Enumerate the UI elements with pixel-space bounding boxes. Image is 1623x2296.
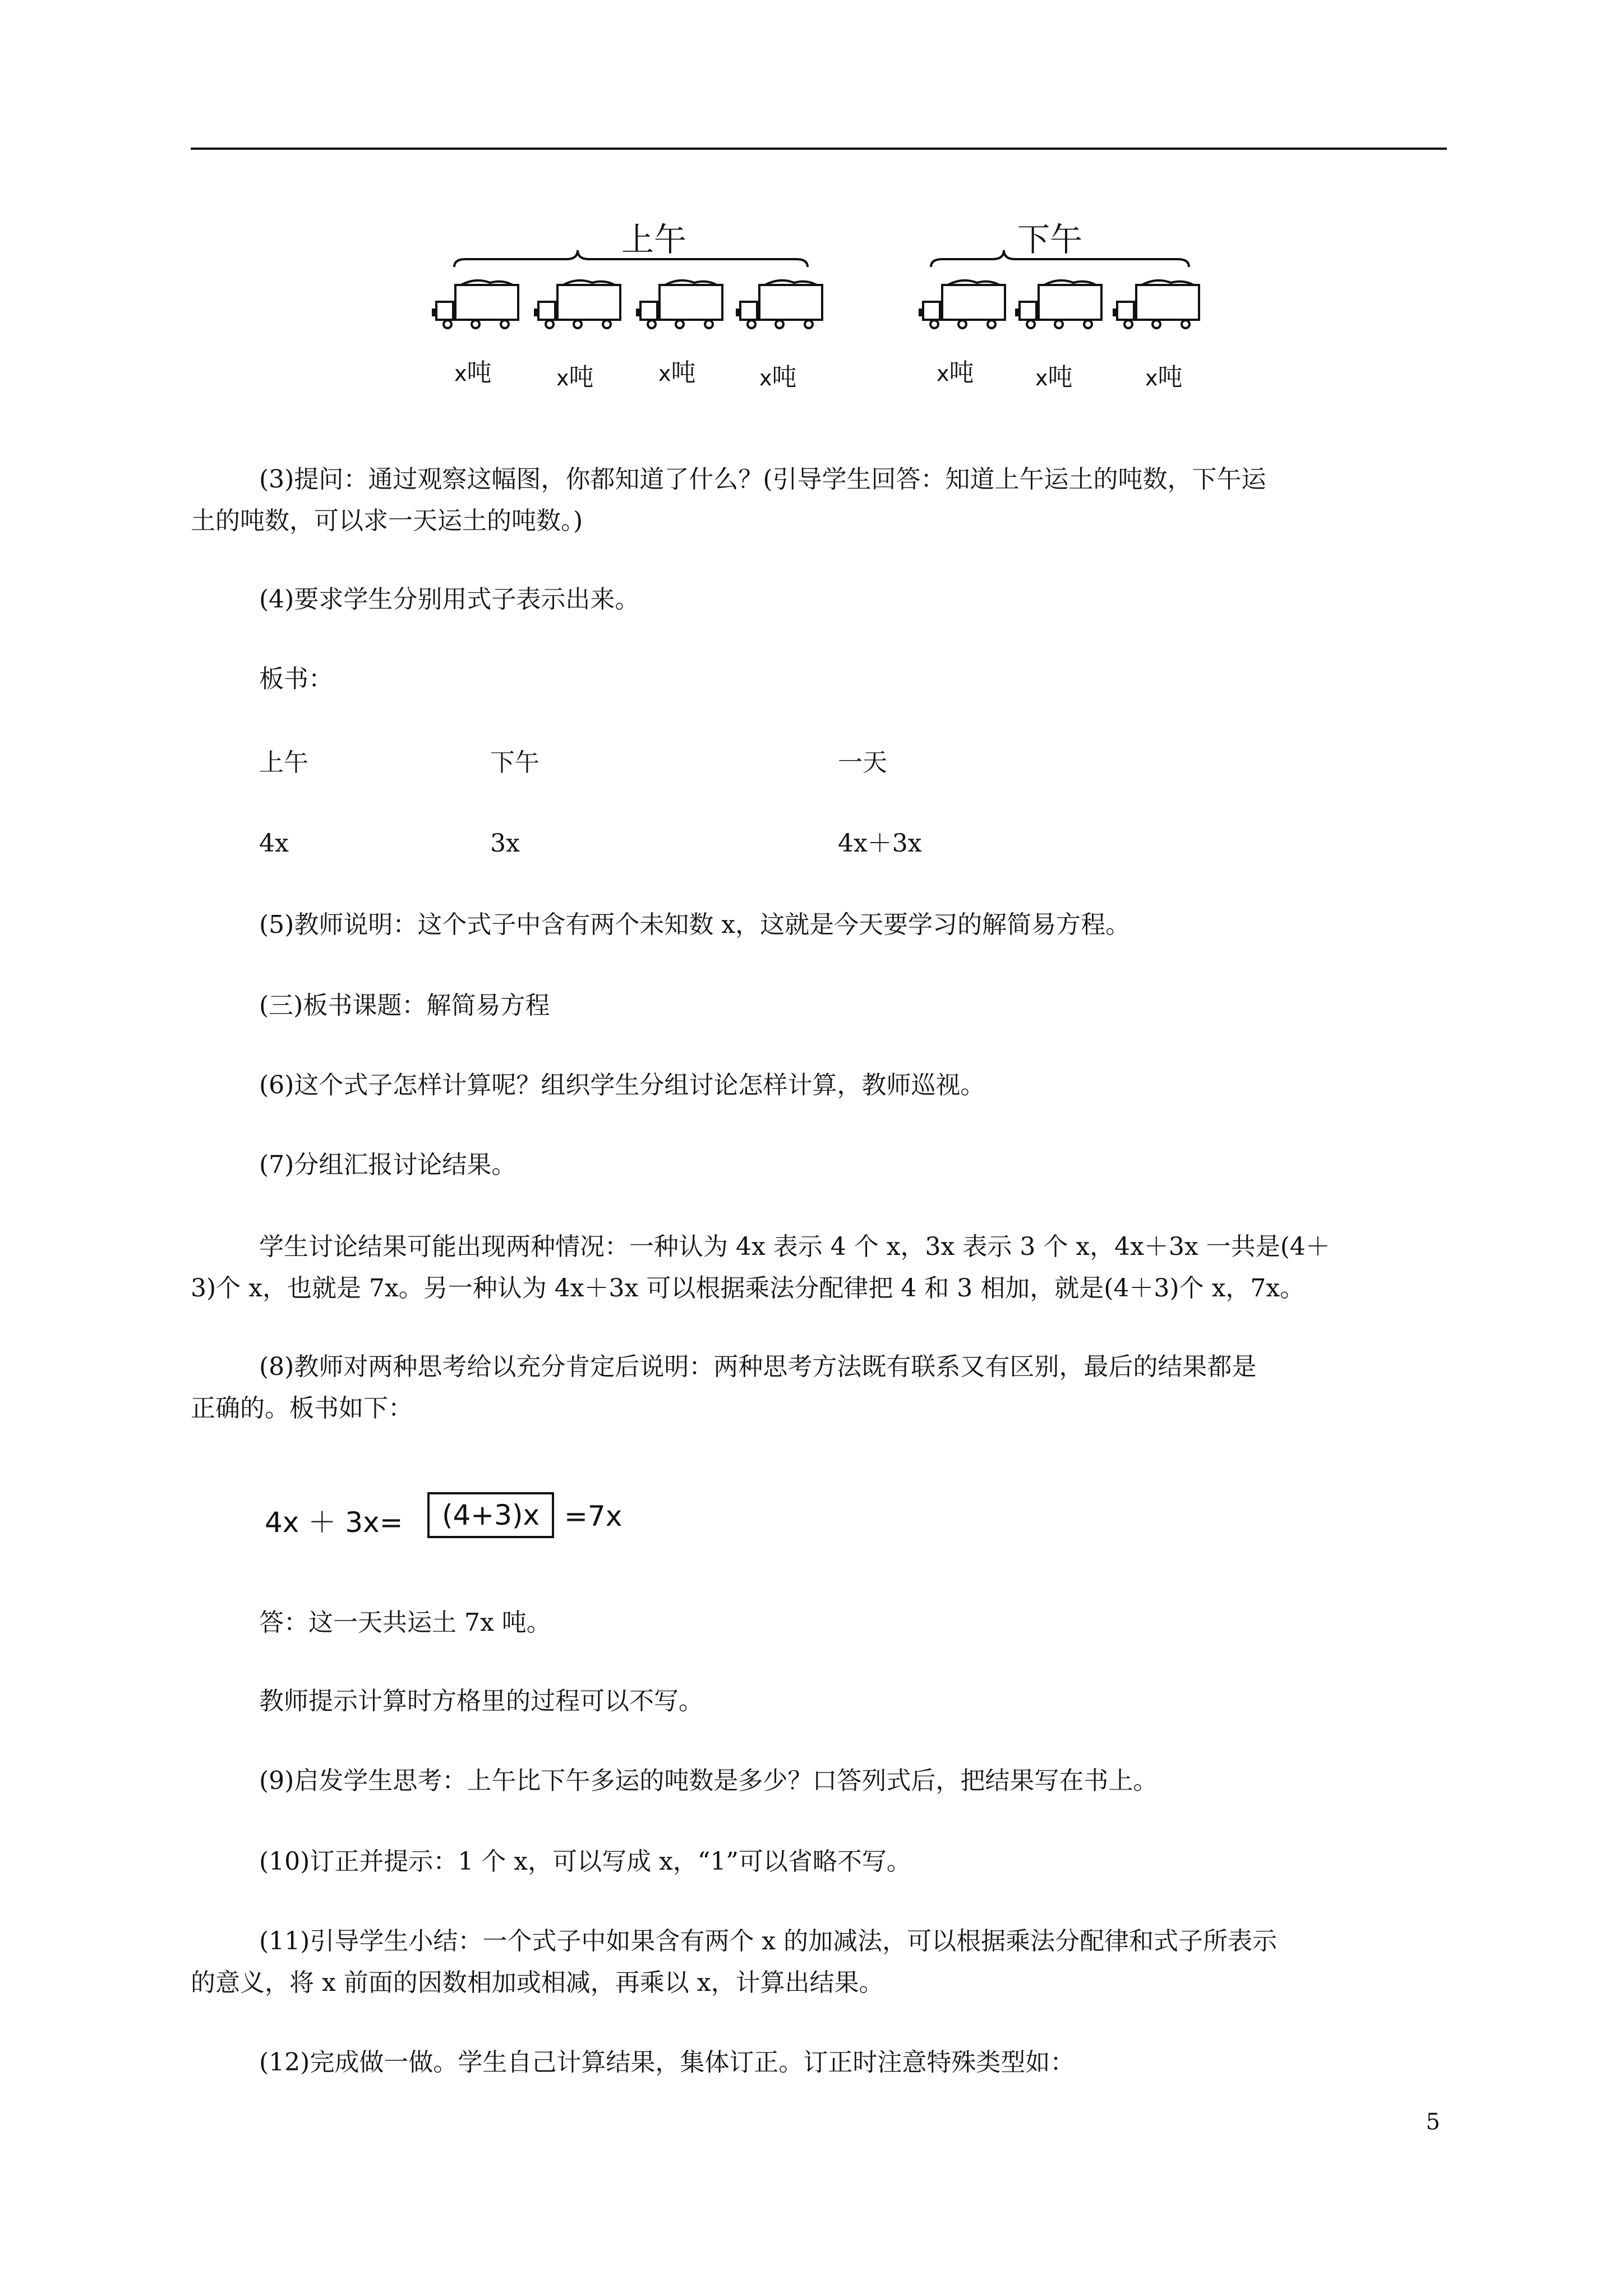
board-value-day: 4x＋3x bbox=[838, 829, 922, 858]
board-value-afternoon: 3x bbox=[490, 829, 520, 858]
paragraph-3: (3)提问：通过观察这幅图，你都知道了什么？(引导学生回答：知道上午运土的吨数，下午运 土的吨数，可以求一天运土的吨数。) bbox=[191, 465, 1266, 535]
truck-icon bbox=[919, 280, 1005, 328]
truck-figure bbox=[426, 213, 1211, 404]
truck-icon bbox=[1015, 280, 1101, 328]
page-number: 5 bbox=[1426, 2109, 1440, 2135]
truck-load-label: x吨 bbox=[759, 363, 797, 392]
paragraph-8: (8)教师对两种思考给以充分肯定后说明：两种思考方法既有联系又有区别，最后的结果都是 正确的。板书如下： bbox=[191, 1352, 1257, 1423]
board-header-day: 一天 bbox=[838, 748, 887, 777]
truck-figure-graphic bbox=[426, 213, 1211, 404]
truck-load-label: x吨 bbox=[556, 363, 594, 392]
paragraph-7: (7)分组汇报讨论结果。 bbox=[259, 1151, 517, 1179]
equation-left: 4x ＋ 3x= bbox=[265, 1506, 403, 1539]
truck-load-label: x吨 bbox=[1035, 363, 1073, 392]
afternoon-label: 下午 bbox=[1017, 220, 1083, 259]
header-rule bbox=[191, 148, 1447, 150]
paragraph-11: (11)引导学生小结：一个式子中如果含有两个 x 的加减法，可以根据乘法分配律和式子所表示 的意义，将 x 前面的因数相加或相减，再乘以 x，计算出结果。 bbox=[191, 1927, 1278, 1997]
paragraph-4: (4)要求学生分别用式子表示出来。 bbox=[259, 585, 640, 614]
paragraph-5: (5)教师说明：这个式子中含有两个未知数 x，这就是今天要学习的解简易方程。 bbox=[259, 910, 1131, 939]
truck-icon bbox=[636, 280, 722, 328]
truck-icon bbox=[1113, 280, 1199, 328]
truck-icon bbox=[736, 280, 822, 328]
paragraph-10: (10)订正并提示：1 个 x，可以写成 x，“1”可以省略不写。 bbox=[259, 1847, 911, 1876]
section-3-heading: (三)板书课题：解简易方程 bbox=[259, 991, 550, 1020]
board-label: 板书： bbox=[259, 665, 333, 693]
truck-load-label: x吨 bbox=[1145, 363, 1183, 392]
discussion-paragraph: 学生讨论结果可能出现两种情况：一种认为 4x 表示 4 个 x，3x 表示 3 个 x，4x＋3x 一共是(4＋ 3)个 x，也就是 7x。另一种认为 4x＋3x 可以根据乘法分配律把 4 和 3 相加，就是(4＋3)个 x，7x。 bbox=[191, 1232, 1330, 1303]
truck-load-label: x吨 bbox=[658, 358, 696, 387]
board-header-morning: 上午 bbox=[259, 748, 308, 777]
teacher-hint: 教师提示计算时方格里的过程可以不写。 bbox=[259, 1687, 703, 1715]
paragraph-12: (12)完成做一做。学生自己计算结果，集体订正。订正时注意特殊类型如： bbox=[259, 2048, 1075, 2077]
paragraph-9: (9)启发学生思考：上午比下午多运的吨数是多少？口答列式后，把结果写在书上。 bbox=[259, 1766, 1158, 1795]
paragraph-6: (6)这个式子怎样计算呢？组织学生分组讨论怎样计算，教师巡视。 bbox=[259, 1071, 985, 1099]
truck-icon bbox=[432, 280, 518, 328]
truck-icon bbox=[534, 280, 620, 328]
truck-load-label: x吨 bbox=[937, 358, 974, 387]
answer-line: 答：这一天共运土 7x 吨。 bbox=[259, 1608, 551, 1637]
equation-boxed-step: (4+3)x bbox=[427, 1492, 554, 1538]
board-value-morning: 4x bbox=[259, 829, 289, 858]
morning-label: 上午 bbox=[621, 220, 687, 259]
truck-load-label: x吨 bbox=[454, 358, 492, 387]
equation-result: =7x bbox=[564, 1500, 623, 1533]
board-header-afternoon: 下午 bbox=[490, 748, 540, 777]
